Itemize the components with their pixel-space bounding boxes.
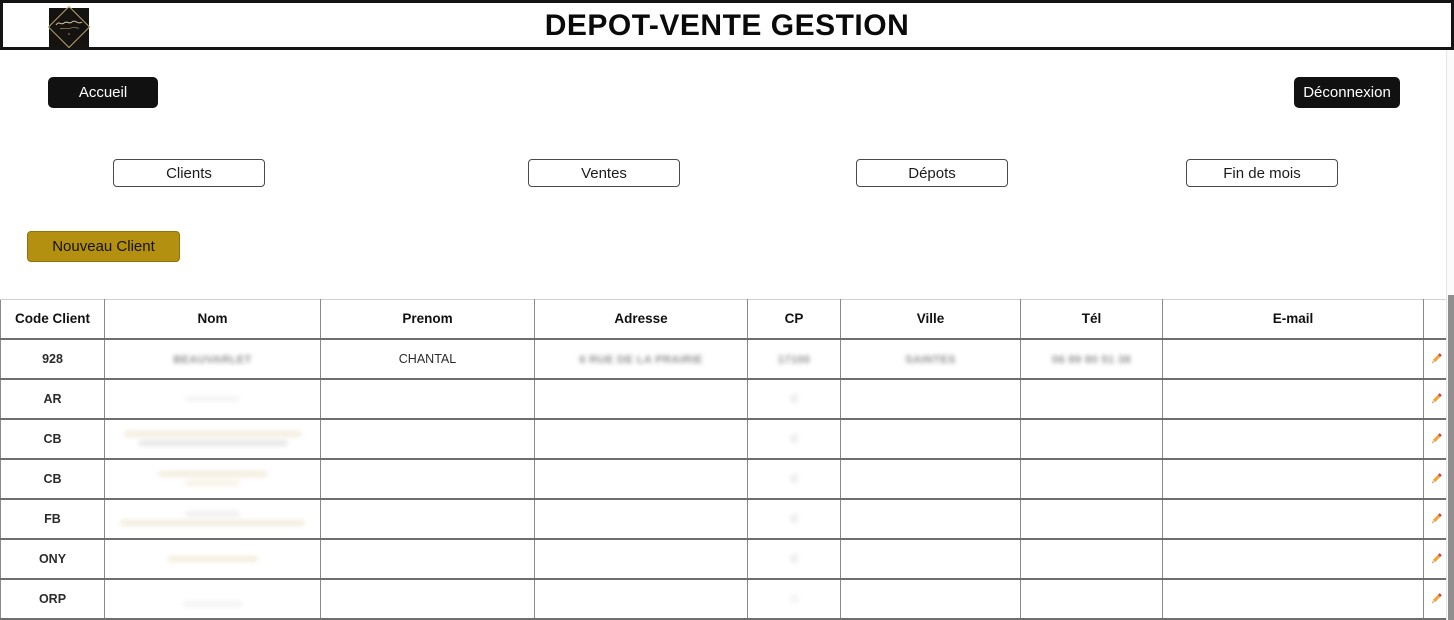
redacted-text: 06 89 80 51 38 (1051, 353, 1131, 366)
redacted-blur (790, 474, 798, 483)
cell-ville (841, 339, 1021, 379)
redacted-blur (185, 480, 240, 486)
cell-nom (105, 499, 321, 539)
cell-ville (841, 539, 1021, 579)
tab-clients[interactable]: Clients (113, 159, 265, 187)
col-header-nom: Nom (105, 300, 321, 339)
edit-client-button[interactable] (1424, 339, 1447, 379)
cell-ville (841, 419, 1021, 459)
redacted-blur (185, 396, 240, 402)
logout-button[interactable]: Déconnexion (1294, 77, 1400, 108)
cell-tel (1021, 339, 1163, 379)
col-header-code-client: Code Client (1, 300, 105, 339)
edit-client-button[interactable] (1424, 539, 1447, 579)
cell-tel (1021, 419, 1163, 459)
pencil-icon (1428, 391, 1444, 407)
cell-nom (105, 579, 321, 619)
redacted-blur (790, 554, 798, 563)
edit-client-button[interactable] (1424, 499, 1447, 539)
cell-cp (748, 379, 841, 419)
cell-code-client: CB (1, 419, 105, 459)
cell-nom (105, 339, 321, 379)
cell-cp (748, 339, 841, 379)
cell-prenom: CHANTAL (321, 339, 535, 379)
cell-nom (105, 379, 321, 419)
redacted-blur (124, 431, 302, 437)
col-header-edit (1424, 300, 1447, 339)
tab-ventes[interactable]: Ventes (528, 159, 680, 187)
pencil-icon (1428, 431, 1444, 447)
cell-cp (748, 459, 841, 499)
pencil-icon (1428, 591, 1444, 607)
redacted-blur (790, 434, 798, 443)
redacted-text: SAINTES (905, 353, 956, 366)
cell-adresse (535, 379, 748, 419)
table-row (1, 579, 1447, 619)
cell-email (1163, 499, 1424, 539)
col-header-prenom: Prenom (321, 300, 535, 339)
cell-prenom (321, 419, 535, 459)
cell-code-client: CB (1, 459, 105, 499)
tab-depots[interactable]: Dépots (856, 159, 1008, 187)
cell-prenom (321, 539, 535, 579)
table-row (1, 459, 1447, 499)
cell-tel (1021, 539, 1163, 579)
new-client-button[interactable]: Nouveau Client (27, 231, 180, 262)
redacted-blur (168, 556, 258, 562)
home-button[interactable]: Accueil (48, 77, 158, 108)
cell-nom (105, 419, 321, 459)
cell-prenom (321, 379, 535, 419)
cell-code-client: ONY (1, 539, 105, 579)
cell-ville (841, 379, 1021, 419)
redacted-blur (158, 471, 268, 477)
table-header-row (1, 300, 1447, 339)
col-header-ville: Ville (841, 300, 1021, 339)
edit-client-button[interactable] (1424, 459, 1447, 499)
pencil-icon (1428, 351, 1444, 367)
cell-email (1163, 579, 1424, 619)
cell-email (1163, 379, 1424, 419)
redacted-text: BEAUVARLET (173, 353, 252, 366)
table-row (1, 379, 1447, 419)
cell-cp (748, 579, 841, 619)
pencil-icon (1428, 551, 1444, 567)
redacted-blur (790, 514, 798, 523)
cell-adresse (535, 499, 748, 539)
cell-adresse (535, 579, 748, 619)
pencil-icon (1428, 471, 1444, 487)
tab-fin-de-mois[interactable]: Fin de mois (1186, 159, 1338, 187)
redacted-blur (185, 511, 240, 517)
cell-cp (748, 499, 841, 539)
cell-cp (748, 539, 841, 579)
cell-tel (1021, 379, 1163, 419)
col-header-adresse: Adresse (535, 300, 748, 339)
table-row (1, 339, 1447, 379)
redacted-blur (138, 440, 288, 446)
cell-adresse (535, 459, 748, 499)
scrollbar-thumb[interactable] (1448, 295, 1454, 620)
cell-tel (1021, 579, 1163, 619)
header-banner (0, 0, 1454, 50)
pencil-icon (1428, 511, 1444, 527)
cell-code-client: 928 (1, 339, 105, 379)
redacted-blur (790, 594, 798, 603)
redacted-text: 17100 (777, 353, 811, 366)
cell-code-client: FB (1, 499, 105, 539)
cell-email (1163, 459, 1424, 499)
table-row (1, 419, 1447, 459)
edit-client-button[interactable] (1424, 579, 1447, 619)
cell-ville (841, 579, 1021, 619)
table-row (1, 499, 1447, 539)
cell-tel (1021, 459, 1163, 499)
cell-prenom (321, 499, 535, 539)
redacted-blur (790, 394, 798, 403)
cell-prenom (321, 579, 535, 619)
cell-adresse (535, 339, 748, 379)
cell-code-client: ORP (1, 579, 105, 619)
redacted-blur (183, 601, 243, 607)
redacted-blur (120, 520, 305, 526)
edit-client-button[interactable] (1424, 419, 1447, 459)
cell-email (1163, 339, 1424, 379)
col-header-tel: Tél (1021, 300, 1163, 339)
cell-email (1163, 419, 1424, 459)
clients-table (0, 299, 1446, 620)
cell-nom (105, 459, 321, 499)
col-header-cp: CP (748, 300, 841, 339)
edit-client-button[interactable] (1424, 379, 1447, 419)
cell-adresse (535, 419, 748, 459)
cell-nom (105, 539, 321, 579)
cell-email (1163, 539, 1424, 579)
page-title: DEPOT-VENTE GESTION (544, 9, 910, 42)
vertical-scrollbar[interactable] (1446, 50, 1454, 620)
cell-ville (841, 459, 1021, 499)
cell-tel (1021, 499, 1163, 539)
cell-ville (841, 499, 1021, 539)
col-header-email: E-mail (1163, 300, 1424, 339)
redacted-text: 6 RUE DE LA PRAIRIE (579, 353, 703, 366)
cell-cp (748, 419, 841, 459)
table-row (1, 539, 1447, 579)
cell-adresse (535, 539, 748, 579)
cell-code-client: AR (1, 379, 105, 419)
cell-prenom (321, 459, 535, 499)
